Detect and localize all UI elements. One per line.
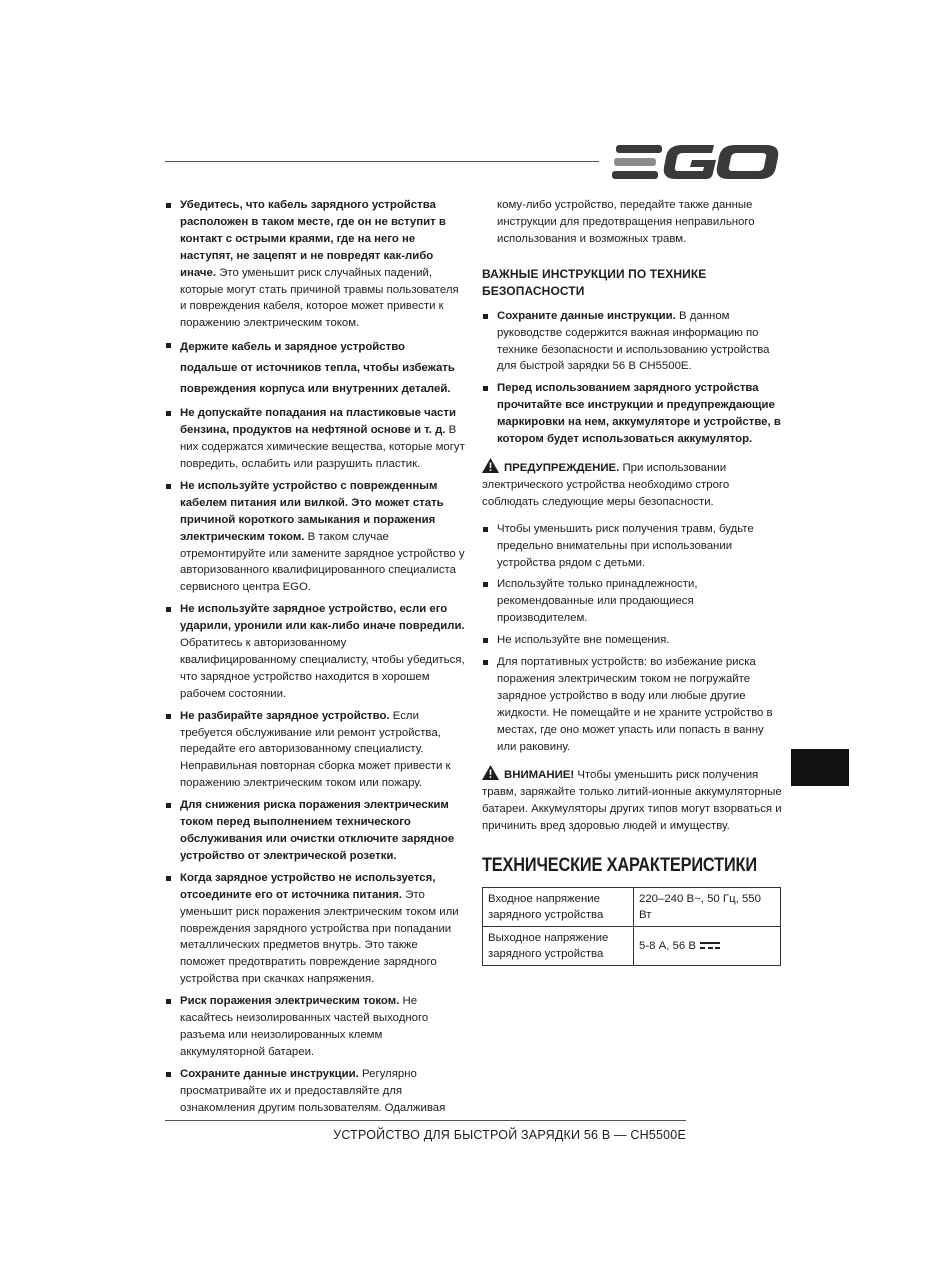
page-footer: УСТРОЙСТВО ДЛЯ БЫСТРОЙ ЗАРЯДКИ 56 В — CH5500E xyxy=(333,1128,686,1142)
continuation-text: кому-либо устройство, передайте также данные инструкции для предотвращения неправильного использования и возможных травм. xyxy=(497,199,755,245)
list-item: Сохраните данные инструкции. Регулярно просматривайте их и предоставляйте для ознакомления другим пользователям. Одалживая xyxy=(165,1066,465,1117)
language-tab xyxy=(791,749,849,786)
footer-rule xyxy=(165,1120,686,1121)
list-item: Держите кабель и зарядное устройство подальше от источников тепла, чтобы избежать повреждения корпуса или внутренних деталей. xyxy=(165,337,465,400)
list-item: Не разбирайте зарядное устройство. Если требуется обслуживание или ремонт устройства, передайте его авторизованному специалисту. Неправильная повторная сборка может привести к поражению электрическим током или пожару. xyxy=(165,708,465,793)
tech-specs-heading: ТЕХНИЧЕСКИЕ ХАРАКТЕРИСТИКИ xyxy=(482,855,757,877)
dc-symbol-icon xyxy=(700,942,720,950)
important-list xyxy=(482,308,782,448)
list-item: Риск поражения электрическим током. Не касайтесь неизолированных частей выходного разъема или неизолированных клемм аккумуляторной батареи. xyxy=(165,993,465,1061)
table-row xyxy=(483,927,781,966)
list-item: Используйте только принадлежности, рекомендованные или продающиеся производителем. xyxy=(482,576,782,627)
list-item: Не используйте устройство с поврежденным кабелем питания или вилкой. Это может стать причиной короткого замыкания и поражения электрическим током. В таком случае отремонтируйте или замените зарядное устройство у авторизованного квалифицированного специалиста сервисного центра EGO. xyxy=(165,478,465,596)
spec-value-cell xyxy=(634,927,781,966)
ego-logo xyxy=(612,143,780,181)
list-item: Для снижения риска поражения электрическим током перед выполнением технического обслуживания или очистки отключите зарядное устройство от электрической розетки. xyxy=(165,797,465,865)
list-item: Когда зарядное устройство не используется, отсоедините его от источника питания. Это уменьшит риск поражения электрическим током или повреждения зарядного устройства при попадании металлических предметов внутрь. Это также поможет предотвратить повреждение зарядного устройства при скачках напряжения. xyxy=(165,870,465,988)
list-item: Не используйте зарядное устройство, если его ударили, уронили или как-либо иначе повредили. Обратитесь к авторизованному квалифицированному специалисту, чтобы убедиться, что зарядное устройство находится в хорошем рабочем состоянии. xyxy=(165,601,465,702)
warning-list xyxy=(482,521,782,756)
list-item: Чтобы уменьшить риск получения травм, будьте предельно внимательны при использовании устройства рядом с детьми. xyxy=(482,521,782,572)
caution-paragraph: ВНИМАНИЕ! Чтобы уменьшить риск получения травм, заряжайте только литий-ионные аккумуляторные батареи. Аккумуляторы других типов могут взорваться и причинить вред здоровью людей и имуществу. xyxy=(482,765,782,835)
important-heading: ВАЖНЫЕ ИНСТРУКЦИИ ПО ТЕХНИКЕ БЕЗОПАСНОСТИ xyxy=(482,266,707,298)
list-item: Убедитесь, что кабель зарядного устройства расположен в таком месте, где он не вступит в контакт с острыми краями, где на него не наступят, не зацепят и не повредят как-либо иначе. Это уменьшит риск случайных падений, которые могут стать причиной травмы пользователя и повреждения кабеля, которое может привести к поражению электрическим током. xyxy=(165,197,465,332)
list-item: Не допускайте попадания на пластиковые части бензина, продуктов на нефтяной основе и т. д. В них содержатся химические вещества, которые могут повредить, ослабить или разрушить пластик. xyxy=(165,405,465,473)
spec-label: Входное напряжение зарядного устройства xyxy=(483,888,634,927)
left-safety-list xyxy=(165,197,465,1117)
left-column xyxy=(165,197,465,1122)
list-item: Перед использованием зарядного устройства прочитайте все инструкции и предупреждающие маркировки на нем, аккумуляторе и устройстве, в котором будет использоваться аккумулятор. xyxy=(482,380,782,448)
list-item: Сохраните данные инструкции. В данном руководстве содержится важная информацию по технике безопасности и использованию устройства для быстрой зарядки 56 В CH5500E. xyxy=(482,308,782,376)
list-item: Для портативных устройств: во избежание риска поражения электрическим током не погружайте зарядное устройство в воду или любые другие жидкости. Не помещайте и не храните устройство в местах, где оно может упасть или попасть в ванну или раковину. xyxy=(482,654,782,755)
spec-table xyxy=(482,887,781,966)
right-column xyxy=(482,197,782,966)
spec-label: Выходное напряжение зарядного устройства xyxy=(483,927,634,966)
warning-paragraph: ПРЕДУПРЕЖДЕНИЕ. При использовании электрического устройства необходимо строго соблюдать следующие меры безопасности. xyxy=(482,458,782,511)
list-item: Не используйте вне помещения. xyxy=(482,632,782,649)
header-rule xyxy=(165,161,599,162)
spec-value: 5-8 А, 56 В xyxy=(639,940,696,953)
warning-triangle-icon xyxy=(482,458,499,473)
warning-triangle-icon xyxy=(482,765,499,780)
table-row xyxy=(483,888,781,927)
spec-value: 220–240 В~, 50 Гц, 550 Вт xyxy=(634,888,781,927)
